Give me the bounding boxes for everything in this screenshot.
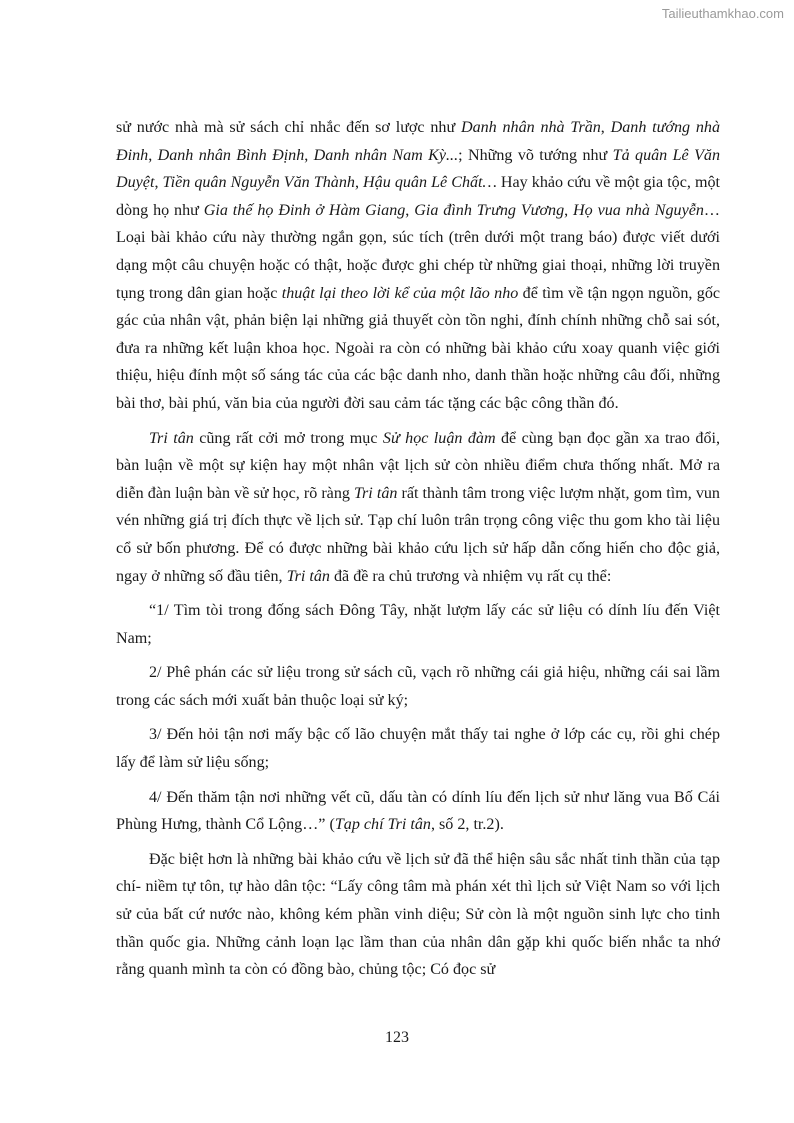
italic-text: Hậu quân Lê Chất…: [363, 174, 497, 192]
text-run: ,: [148, 146, 158, 164]
watermark: Tailieuthamkhao.com: [661, 6, 784, 21]
text-run: Đặc biệt hơn là những bài khảo cứu về lịch sử đã thể hiện sâu sắc nhất tinh thần của tạp chí- niềm tự tôn, tự hào dân tộc: “Lấy công tâm mà phán xét thì lịch sử Việt Nam so với lịch sử của bất cứ nước nào, không kém phần vinh diệu; Sử còn là một nguồn sinh lực cho tinh thần quốc gia. Những cảnh loạn lạc lầm than của nhân dân gặp khi quốc biến nhắc ta nhớ rằng quanh mình ta còn có đồng bào, chủng tộc; Có đọc sử: [116, 850, 720, 979]
italic-text: Danh nhân Nam Kỳ...: [313, 146, 459, 164]
italic-text: Gia thế họ Đinh ở Hàm Giang: [203, 201, 406, 219]
italic-text: Tri tân: [286, 567, 330, 585]
text-run: ; Những võ tướng như: [458, 146, 613, 164]
text-run: Hay khảo cứu về một gia tộc, một dòng họ như: [116, 174, 720, 219]
italic-text: Tiền quân Nguyễn Văn Thành: [162, 174, 355, 192]
paragraph: [116, 721, 720, 776]
paragraph: [116, 784, 720, 839]
paragraph: [116, 846, 720, 984]
paragraph: [116, 659, 720, 714]
paragraph: [116, 597, 720, 652]
italic-text: Tri tân: [149, 429, 194, 447]
page-number: 123: [385, 1029, 409, 1046]
text-run: … Loại bài khảo cứu này thường ngắn gọn, súc tích (trên dưới một trang báo) được viết dưới dạng một câu chuyện hoặc có thật, hoặc được ghi chép từ những giai thoại, những lời truyền tụng trong dân gian hoặc: [116, 201, 721, 302]
text-run: cũng rất cởi mở trong mục: [193, 429, 383, 447]
italic-text: Danh nhân Bình Định: [157, 146, 305, 164]
text-run: rất thành tâm trong việc lượm nhặt, gom tìm, vun vén những giá trị đích thực về lịch sử. Tạp chí luôn trân trọng công việc thu gom kho tài liệu cổ sử bốn phương. Để có được những bài khảo cứu lịch sử hấp dẫn cống hiến cho độc giả, ngay ở những số đầu tiên,: [116, 484, 720, 585]
italic-text: Sử học luận đàm: [382, 429, 496, 447]
italic-text: Danh tướng nhà Đinh: [116, 119, 721, 164]
italic-text: Tả quân Lê Văn Duyệt: [116, 146, 721, 192]
text-run: ,: [405, 201, 415, 219]
italic-text: Tri tân: [353, 484, 398, 502]
paragraph: [116, 425, 720, 591]
text-run: sử nước nhà mà sử sách chỉ nhắc đến sơ lược như: [116, 119, 461, 136]
text-run: để cùng bạn đọc gần xa trao đổi, bàn luận về một sự kiện hay một nhân vật lịch sử còn nhiều điểm chưa thống nhất. Mở ra diễn đàn luận bàn về sử học, rõ ràng: [116, 429, 720, 502]
paragraph: [116, 114, 720, 418]
text-run: ,: [304, 146, 314, 164]
body-text: [116, 114, 720, 984]
text-run: ,: [354, 174, 364, 192]
text-run: 2/ Phê phán các sử liệu trong sử sách cũ, vạch rõ những cái giả hiệu, những cái sai lầm trong các sách mới xuất bản thuộc loại sử ký;: [116, 664, 720, 709]
italic-text: thuật lại theo lời kể của một lão nho: [281, 284, 519, 302]
text-run: , số 2, tr.2).: [430, 816, 504, 834]
text-run: để tìm về tận ngọn nguồn, gốc gác của nhân vật, phản biện lại những giả thuyết còn tồn nghi, đính chính những chỗ sai sót, đưa ra những kết luận khoa học. Ngoài ra còn có những bài khảo cứu xoay quanh việc giới thiệu, hiệu đính một số sáng tác của các bậc danh nho, danh thần hoặc những câu đối, những bài thơ, bài phú, văn bia của người đời sau cảm tác tặng các bậc công thần đó.: [116, 284, 721, 412]
text-run: ,: [154, 174, 163, 192]
text-run: ,: [564, 201, 574, 219]
text-run: ,: [600, 119, 611, 136]
text-run: đã đề ra chủ trương và nhiệm vụ rất cụ thể:: [329, 567, 612, 585]
italic-text: Họ vua nhà Nguyễn: [573, 201, 704, 219]
italic-text: Danh nhân nhà Trần: [460, 119, 601, 136]
text-run: 3/ Đến hỏi tận nơi mấy bậc cố lão chuyện mắt thấy tai nghe ở lớp các cụ, rồi ghi chép lấy để làm sử liệu sống;: [116, 726, 720, 772]
text-run: “1/ Tìm tòi trong đống sách Đông Tây, nhặt lượm lấy các sử liệu có dính líu đến Việt Nam;: [116, 602, 720, 647]
text-run: 4/ Đến thăm tận nơi những vết cũ, dấu tàn có dính líu đến lịch sử như lăng vua Bố Cái Phùng Hưng, thành Cổ Lộng…” (: [116, 788, 720, 834]
italic-text: Tạp chí Tri tân: [334, 816, 431, 834]
italic-text: Gia đình Trưng Vương: [414, 201, 565, 219]
